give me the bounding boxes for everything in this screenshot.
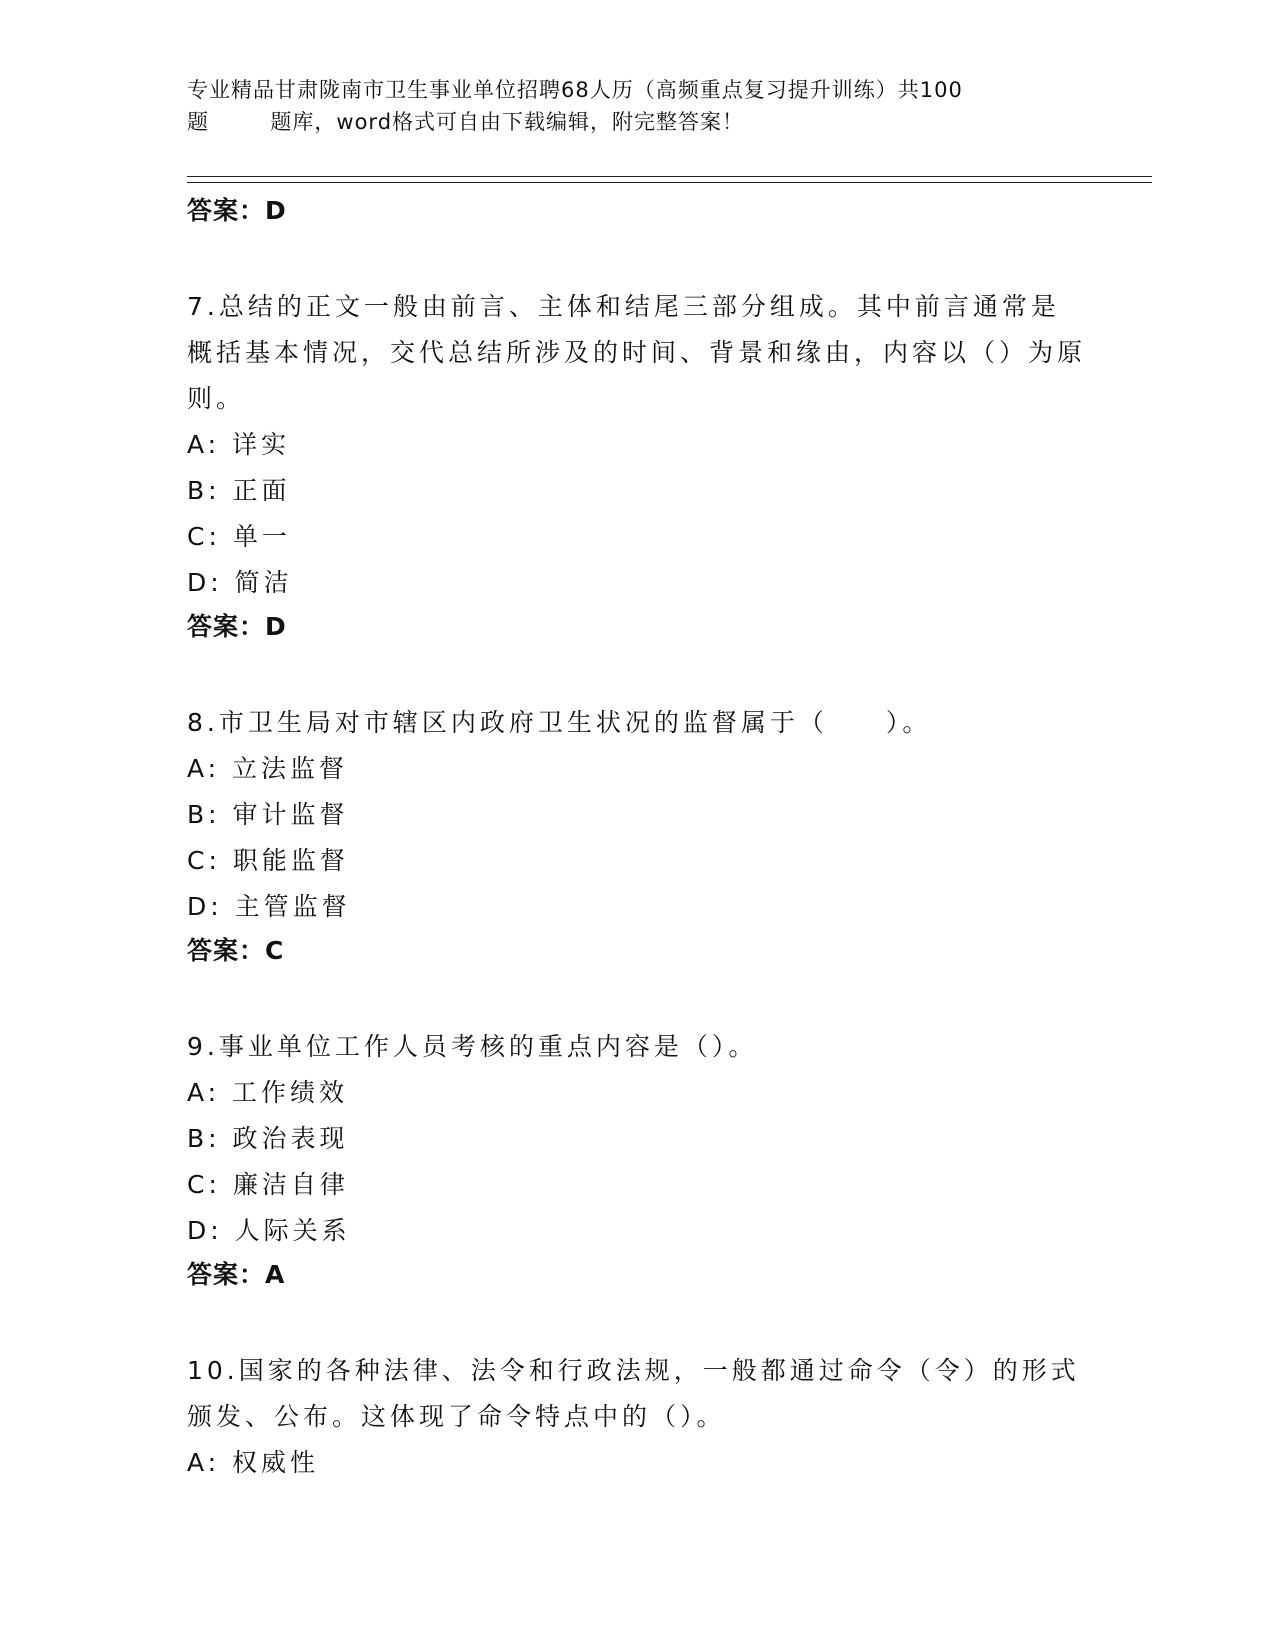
option-d: D: 人际关系 xyxy=(187,1216,351,1245)
answer-label: 答案：D xyxy=(187,196,287,225)
option-b: B: 政治表现 xyxy=(187,1124,349,1153)
option-b: B: 正面 xyxy=(187,476,291,505)
question-9 xyxy=(187,1024,1087,1296)
header-line-1: 专业精品甘肃陇南市卫生事业单位招聘68人历（高频重点复习提升训练）共100 xyxy=(187,78,963,102)
option-c: C: 职能监督 xyxy=(187,846,349,875)
question-10 xyxy=(187,1348,1087,1486)
question-text: 8.市卫生局对市辖区内政府卫生状况的监督属于（ ）。 xyxy=(187,708,932,737)
question-text: 10.国家的各种法律、法令和行政法规，一般都通过命令（令）的形式颁发、公布。这体现了命令特点中的（）。 xyxy=(187,1356,1080,1431)
question-text: 7.总结的正文一般由前言、主体和结尾三部分组成。其中前言通常是概括基本情况，交代总结所涉及的时间、背景和缘由，内容以（）为原则。 xyxy=(187,292,1087,413)
header-line-2: 题 题库，word格式可自由下载编辑，附完整答案！ xyxy=(187,110,745,134)
option-b: B: 审计监督 xyxy=(187,800,349,829)
answer-label: 答案：A xyxy=(187,1260,286,1289)
option-a: A: 详实 xyxy=(187,430,291,459)
option-a: A: 权威性 xyxy=(187,1448,320,1477)
option-c: C: 廉洁自律 xyxy=(187,1170,349,1199)
answer-label: 答案：C xyxy=(187,936,285,965)
option-a: A: 工作绩效 xyxy=(187,1078,349,1107)
header-rule-top xyxy=(187,176,1152,177)
page-header xyxy=(187,74,1067,138)
question-7 xyxy=(187,284,1087,648)
question-list xyxy=(187,190,1087,1486)
question-text: 9.事业单位工作人员考核的重点内容是（）。 xyxy=(187,1032,758,1061)
answer-label: 答案：D xyxy=(187,612,287,641)
question-8 xyxy=(187,700,1087,972)
option-a: A: 立法监督 xyxy=(187,754,349,783)
option-d: D: 主管监督 xyxy=(187,892,351,921)
header-rule-bottom xyxy=(187,182,1152,183)
option-d: D: 简洁 xyxy=(187,568,293,597)
option-c: C: 单一 xyxy=(187,522,291,551)
